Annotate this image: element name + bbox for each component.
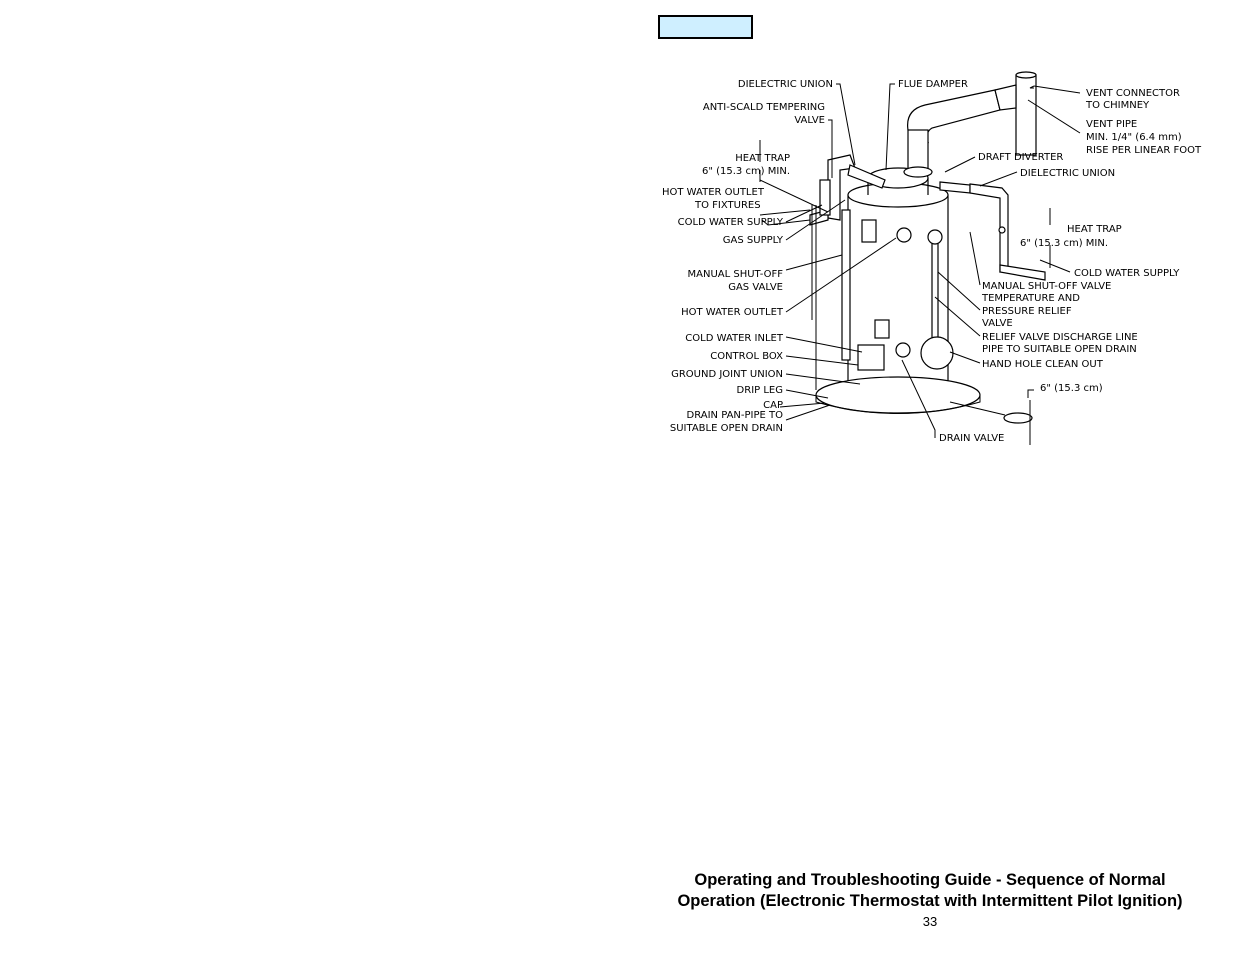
label-relief-discharge-line2: PIPE TO SUITABLE OPEN DRAIN [982, 344, 1137, 355]
footer [640, 870, 1220, 929]
label-ground-joint-union: GROUND JOINT UNION [671, 369, 783, 380]
label-dielectric-union-right: DIELECTRIC UNION [1020, 168, 1116, 179]
label-hot-water-outlet-fixtures-line1: HOT WATER OUTLET [662, 187, 764, 198]
label-drain-valve: DRAIN VALVE [939, 433, 1005, 444]
label-anti-scald-valve-line1: ANTI-SCALD TEMPERING [702, 102, 825, 113]
label-hand-hole: HAND HOLE CLEAN OUT [982, 359, 1103, 370]
label-drain-pan-line2: SUITABLE OPEN DRAIN [669, 423, 783, 434]
page-title-line1: Operating and Troubleshooting Guide - Sequence of Normal [694, 871, 1166, 889]
water-heater-installation-diagram [650, 60, 1210, 460]
section-tab [658, 15, 753, 39]
label-manual-shutoff-valve: MANUAL SHUT-OFF VALVE [982, 281, 1112, 292]
label-tp-relief-line2: PRESSURE RELIEF [982, 306, 1072, 317]
label-tp-relief-line1: TEMPERATURE AND [982, 293, 1080, 304]
page-title-line2: Operation (Electronic Thermostat with Intermittent Pilot Ignition) [677, 892, 1183, 910]
label-heat-trap-left-line2: 6" (15.3 cm) MIN. [701, 166, 790, 177]
label-drain-pan-line1: DRAIN PAN-PIPE TO [686, 410, 783, 421]
label-gas-supply: GAS SUPPLY [722, 235, 783, 246]
label-cap: CAP [763, 400, 783, 411]
label-six-inch: 6" (15.3 cm) [1040, 383, 1103, 394]
label-heat-trap-left-line1: HEAT TRAP [735, 153, 790, 164]
label-vent-pipe-line3: RISE PER LINEAR FOOT [1086, 145, 1202, 156]
label-drip-leg: DRIP LEG [736, 385, 783, 396]
label-cold-water-supply-left: COLD WATER SUPPLY [677, 217, 783, 228]
label-cold-water-supply-right: COLD WATER SUPPLY [1074, 268, 1180, 279]
label-vent-connector-line2: TO CHIMNEY [1086, 100, 1150, 111]
label-flue-damper: FLUE DAMPER [898, 79, 968, 90]
label-manual-shutoff-gas-line1: MANUAL SHUT-OFF [687, 269, 783, 280]
label-heat-trap-right-line2: 6" (15.3 cm) MIN. [1020, 238, 1109, 249]
label-cold-water-inlet: COLD WATER INLET [685, 333, 783, 344]
label-hot-water-outlet: HOT WATER OUTLET [681, 307, 783, 318]
label-anti-scald-valve-line2: VALVE [794, 115, 825, 126]
label-vent-connector-line1: VENT CONNECTOR [1086, 88, 1180, 99]
label-vent-pipe-line2: MIN. 1/4" (6.4 mm) [1086, 132, 1182, 143]
label-control-box: CONTROL BOX [710, 351, 783, 362]
label-vent-pipe-line1: VENT PIPE [1086, 119, 1138, 130]
label-dielectric-union-left: DIELECTRIC UNION [737, 79, 833, 90]
label-draft-diverter: DRAFT DIVERTER [978, 152, 1064, 163]
page-number: 33 [922, 914, 938, 929]
label-hot-water-outlet-fixtures-line2: TO FIXTURES [695, 200, 761, 211]
label-tp-relief-line3: VALVE [982, 318, 1013, 329]
drain-pan [816, 377, 1032, 423]
label-relief-discharge-line1: RELIEF VALVE DISCHARGE LINE [982, 332, 1138, 343]
label-manual-shutoff-gas-line2: GAS VALVE [728, 282, 783, 293]
label-heat-trap-right-line1: HEAT TRAP [1067, 224, 1122, 235]
